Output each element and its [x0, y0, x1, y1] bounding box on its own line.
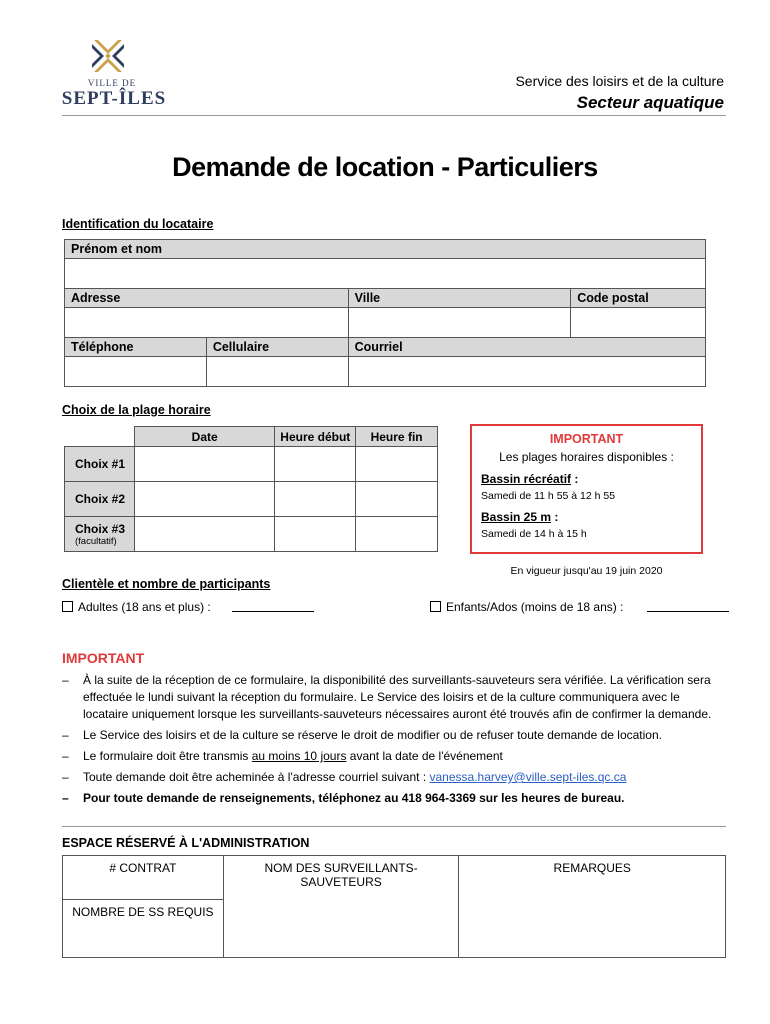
- schedule-label: Choix de la plage horaire: [62, 403, 211, 417]
- list-item: [62, 748, 728, 765]
- adults-row: [62, 600, 314, 614]
- pool-25m-name: Bassin 25 m: [481, 510, 552, 524]
- pool-25m-suffix: :: [551, 510, 559, 524]
- identification-label: Identification du locataire: [62, 217, 214, 231]
- note-5-text: Pour toute demande de renseignements, téléphonez au 418 964-3369 sur les heures de bureau.: [83, 791, 625, 805]
- contract-label: # CONTRAT: [109, 861, 177, 875]
- pool-recreational-suffix: :: [571, 472, 579, 486]
- table-row: [65, 482, 438, 517]
- participants-label: Clientèle et nombre de participants: [62, 577, 271, 591]
- contract-cell[interactable]: [63, 856, 224, 900]
- youth-label: Enfants/Ados (moins de 18 ans) :: [446, 600, 624, 614]
- dash: –: [62, 673, 69, 687]
- cell-field[interactable]: [206, 357, 348, 387]
- important-box: [470, 424, 703, 554]
- note-1-text: À la suite de la réception de ce formulaire, la disponibilité des surveillants-sauveteurs sera vérifiée. La vérification sera effectuée le lundi suivant la réception du formulaire. Le Service des loisirs et de la culture communiquera avec le locataire uniquement lorsque les surveillants-sauveteurs nécessaires auront été trouvés afin de confirmer la demande.: [83, 673, 712, 721]
- pool-25m: [472, 510, 701, 524]
- youth-row: [430, 600, 729, 614]
- table-row: [65, 447, 438, 482]
- validity-note: En vigueur jusqu'au 19 juin 2020: [510, 565, 663, 577]
- page-title: Demande de location - Particuliers: [172, 152, 598, 182]
- header-divider: [62, 115, 726, 116]
- list-item: [62, 672, 728, 723]
- admin-label: ESPACE RÉSERVÉ À L'ADMINISTRATION: [62, 836, 310, 850]
- address-header: Adresse: [65, 289, 349, 308]
- choice-3-cell: [65, 517, 135, 552]
- note-3-underlined: au moins 10 jours: [251, 749, 347, 763]
- adults-checkbox[interactable]: [62, 601, 73, 612]
- logo-line1: VILLE DE: [87, 78, 137, 88]
- name-field[interactable]: [65, 259, 706, 289]
- choice-2-label: Choix #2: [65, 482, 135, 517]
- postal-code-header: Code postal: [571, 289, 706, 308]
- note-3-text-end: avant la date de l'événement: [346, 749, 503, 763]
- name-header: Prénom et nom: [65, 240, 706, 259]
- important-title: IMPORTANT: [62, 650, 145, 666]
- contact-email-link[interactable]: vanessa.harvey@ville.sept-iles.qc.ca: [429, 770, 627, 784]
- dash: –: [62, 791, 69, 805]
- list-item: [62, 769, 728, 786]
- choice-1-label: Choix #1: [65, 447, 135, 482]
- city-header: Ville: [348, 289, 571, 308]
- email-field[interactable]: [348, 357, 705, 387]
- email-header: Courriel: [348, 338, 705, 357]
- adults-label: Adultes (18 ans et plus) :: [78, 600, 211, 614]
- choice-1-start[interactable]: [275, 447, 356, 482]
- list-item: [62, 727, 728, 744]
- sector-name: Secteur aquatique: [576, 93, 724, 112]
- lifeguards-cell[interactable]: [223, 856, 459, 958]
- note-2-text: Le Service des loisirs et de la culture se réserve le droit de modifier ou de refuser toute demande de location.: [83, 728, 662, 742]
- remarks-label: REMARQUES: [553, 861, 631, 875]
- sept-iles-emblem-icon: [88, 36, 128, 76]
- choice-2-end[interactable]: [356, 482, 438, 517]
- table-row: [65, 517, 438, 552]
- choice-3-date[interactable]: [134, 517, 274, 552]
- cell-header: Cellulaire: [206, 338, 348, 357]
- choice-3-start[interactable]: [275, 517, 356, 552]
- youth-checkbox[interactable]: [430, 601, 441, 612]
- youth-count-field[interactable]: [647, 600, 729, 612]
- phone-header: Téléphone: [65, 338, 207, 357]
- note-3-text: Le formulaire doit être transmis: [83, 749, 252, 763]
- required-cell[interactable]: [63, 900, 224, 958]
- required-label: NOMBRE DE SS REQUIS: [72, 905, 214, 919]
- address-field[interactable]: [65, 308, 349, 338]
- pool-25m-time: Samedi de 14 h à 15 h: [481, 528, 587, 540]
- admin-divider: [62, 826, 726, 827]
- note-4-text: Toute demande doit être acheminée à l'adresse courriel suivant :: [83, 770, 430, 784]
- start-time-column-header: Heure début: [275, 427, 356, 447]
- city-logo: [58, 36, 170, 110]
- pool-recreational: [472, 472, 701, 486]
- choice-3-note: (facultatif): [75, 535, 117, 547]
- remarks-cell[interactable]: [459, 856, 726, 958]
- postal-code-field[interactable]: [571, 308, 706, 338]
- city-field[interactable]: [348, 308, 571, 338]
- choice-2-date[interactable]: [134, 482, 274, 517]
- adults-count-field[interactable]: [232, 600, 314, 612]
- logo-line2: SEPT-ÎLES: [61, 88, 167, 109]
- end-time-column-header: Heure fin: [356, 427, 438, 447]
- dash: –: [62, 749, 69, 763]
- date-column-header: Date: [134, 427, 274, 447]
- choice-3-end[interactable]: [356, 517, 438, 552]
- choice-1-end[interactable]: [356, 447, 438, 482]
- choice-3-label: Choix #3: [75, 521, 126, 536]
- service-name: Service des loisirs et de la culture: [515, 73, 724, 89]
- phone-field[interactable]: [65, 357, 207, 387]
- important-box-intro: Les plages horaires disponibles :: [499, 450, 674, 464]
- admin-table: [62, 855, 726, 958]
- pool-recreational-name: Bassin récréatif: [481, 472, 572, 486]
- lifeguards-label: NOM DES SURVEILLANTS-SAUVETEURS: [264, 861, 418, 889]
- schedule-table: [64, 426, 438, 552]
- choice-1-date[interactable]: [134, 447, 274, 482]
- identification-table: [64, 239, 706, 387]
- list-item: [62, 790, 728, 807]
- important-notes: [62, 672, 728, 811]
- choice-2-start[interactable]: [275, 482, 356, 517]
- dash: –: [62, 770, 69, 784]
- important-box-title: IMPORTANT: [549, 432, 624, 446]
- pool-recreational-time: Samedi de 11 h 55 à 12 h 55: [481, 490, 616, 502]
- dash: –: [62, 728, 69, 742]
